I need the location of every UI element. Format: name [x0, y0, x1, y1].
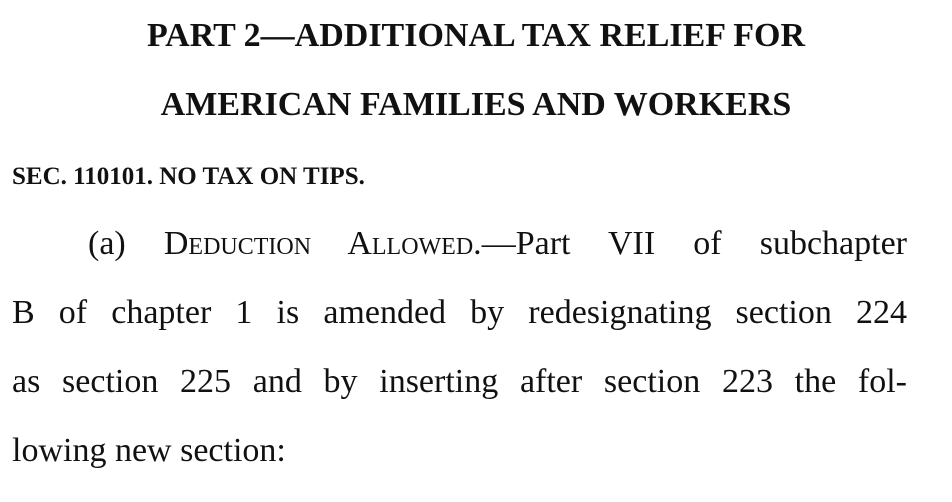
part-heading-line-2: AMERICAN FAMILIES AND WORKERS [160, 86, 792, 123]
subsection-a-line-4: lowing new section: [12, 432, 286, 469]
subsection-heading: Deduction Allowed. [163, 225, 482, 262]
subsection-a-line-2: B of chapter 1 is amended by redesignating section 224 [12, 294, 907, 331]
section-heading: SEC. 110101. NO TAX ON TIPS. [12, 163, 365, 190]
em-dash: — [481, 225, 516, 262]
subsection-line-1-text: Part VII of subchapter [515, 225, 908, 262]
subsection-designator: (a) [88, 225, 126, 262]
subsection-a-line-3: as section 225 and by inserting after section 223 the fol- [12, 363, 907, 400]
part-heading-line-1: PART 2—ADDITIONAL TAX RELIEF FOR [146, 17, 806, 54]
subsection-a-line-1 [88, 224, 907, 264]
